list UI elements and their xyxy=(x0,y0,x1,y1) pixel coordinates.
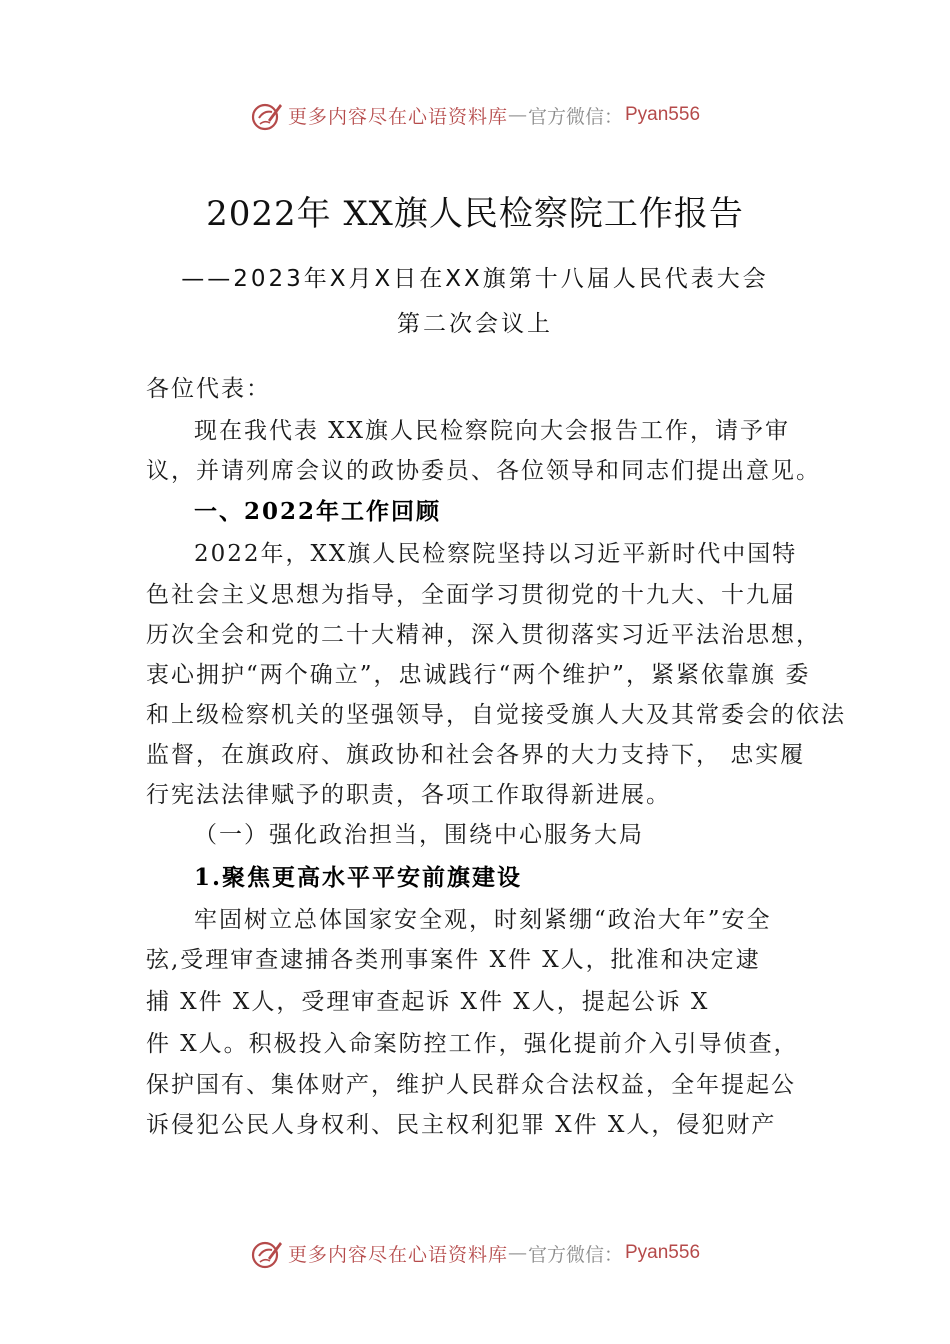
pen-logo-icon xyxy=(250,98,284,132)
page-title: 2022年 XX旗人民检察院工作报告 xyxy=(206,194,744,234)
subsection-heading: （一）强化政治担当，围绕中心服务大局 xyxy=(194,822,644,848)
item-heading: 1.聚焦更高水平平安前旗建设 xyxy=(194,864,523,891)
watermark-banner-top xyxy=(0,95,950,135)
paragraph-line: 2022年，XX旗人民检察院坚持以习近平新时代中国特 xyxy=(194,541,798,567)
banner-dash: — xyxy=(507,104,528,126)
banner-main-text: 更多内容尽在心语资料库 xyxy=(287,1243,508,1266)
paragraph-line: 监督，在旗政府、旗政协和社会各界的大力支持下， 忠实履 xyxy=(146,742,806,768)
paragraph-line: 件 X人。积极投入命案防控工作，强化提前介入引导侦查， xyxy=(146,1031,799,1057)
intro-line: 议，并请列席会议的政协委员、各位领导和同志们提出意见。 xyxy=(146,458,821,484)
banner-wechat-label: 官方微信： xyxy=(527,1243,623,1266)
banner-wechat-label: 官方微信： xyxy=(527,105,623,128)
watermark-banner-bottom xyxy=(0,1233,950,1273)
section-heading: 一、2022年工作回顾 xyxy=(194,498,442,525)
paragraph-line: 诉侵犯公民人身权利、民主权利犯罪 X件 X人，侵犯财产 xyxy=(146,1112,777,1138)
subtitle-line-2: 第二次会议上 xyxy=(397,311,553,337)
banner-main-text: 更多内容尽在心语资料库 xyxy=(287,105,508,128)
paragraph-line: 和上级检察机关的坚强领导，自觉接受旗人大及其常委会的依法 xyxy=(146,702,846,728)
paragraph-line: 牢固树立总体国家安全观，时刻紧绷“政治大年”安全 xyxy=(194,907,772,933)
banner-wechat-id: Pyan556 xyxy=(625,104,701,125)
paragraph-line: 色社会主义思想为指导，全面学习贯彻党的十九大、十九届 xyxy=(146,582,796,608)
pen-logo-icon xyxy=(250,1236,284,1270)
intro-line: 现在我代表 XX旗人民检察院向大会报告工作，请予审 xyxy=(194,418,791,444)
banner-wechat-id: Pyan556 xyxy=(625,1242,701,1263)
paragraph-line: 衷心拥护“两个确立”，忠诚践行“两个维护”，紧紧依靠旗 委 xyxy=(146,662,811,688)
paragraph-line: 历次全会和党的二十大精神，深入贯彻落实习近平法治思想， xyxy=(146,622,821,648)
paragraph-line: 弦,受理审查逮捕各类刑事案件 X件 X人，批准和决定逮 xyxy=(146,947,761,973)
paragraph-line: 捕 X件 X人，受理审查起诉 X件 X人，提起公诉 X xyxy=(146,989,710,1015)
subtitle-line-1: ——2023年X月X日在XX旗第十八届人民代表大会 xyxy=(181,266,769,292)
paragraph-line: 行宪法法律赋予的职责，各项工作取得新进展。 xyxy=(146,782,671,808)
greeting: 各位代表： xyxy=(146,376,271,402)
banner-dash: — xyxy=(507,1242,528,1264)
paragraph-line: 保护国有、集体财产，维护人民群众合法权益，全年提起公 xyxy=(146,1072,796,1098)
